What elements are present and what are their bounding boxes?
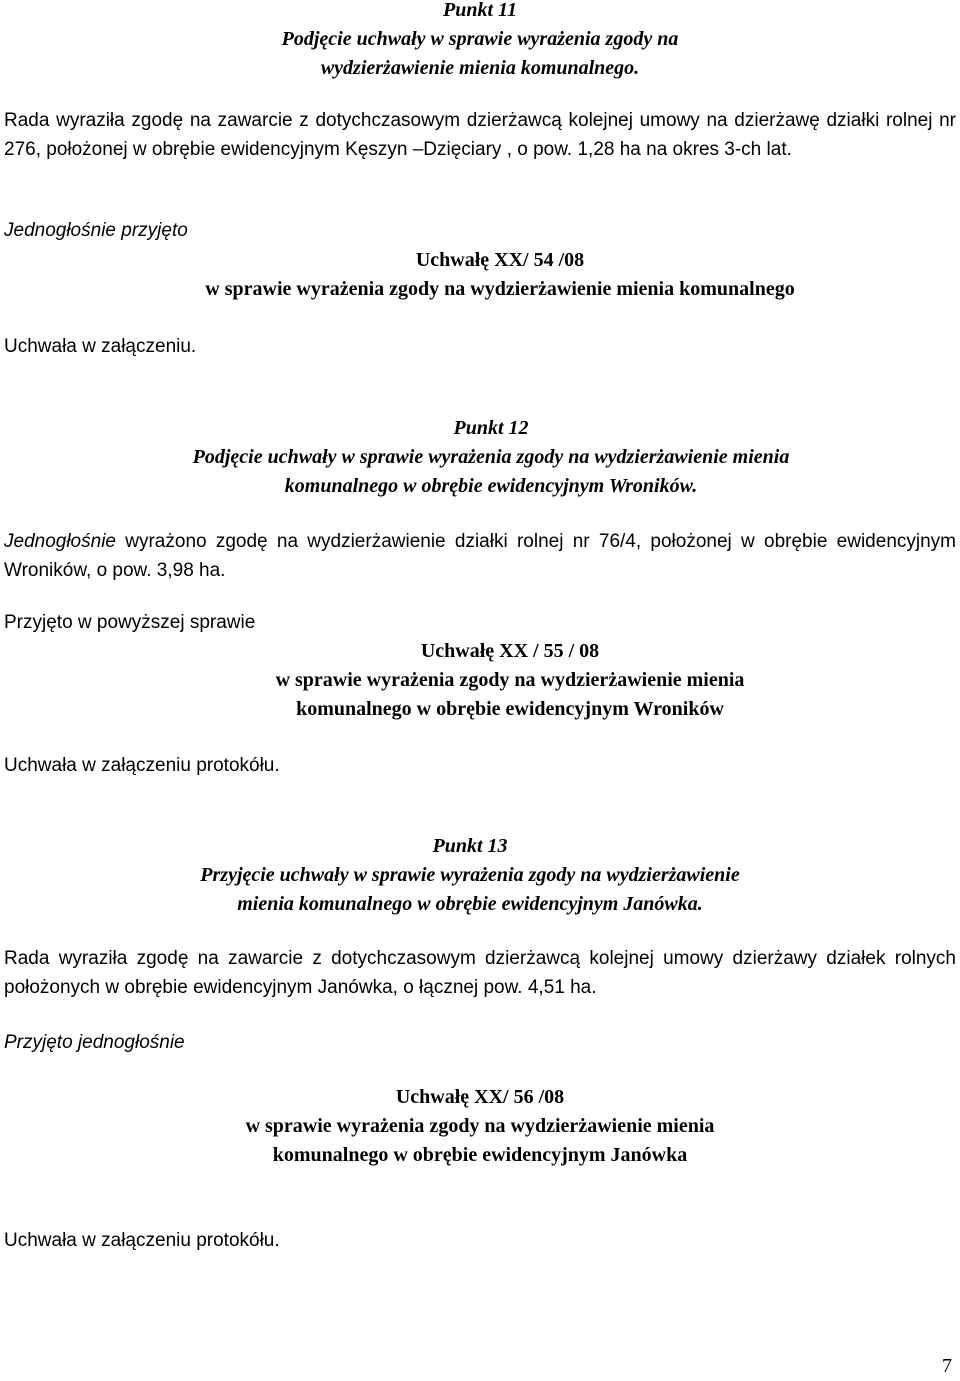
resolution-55-subject-line1: w sprawie wyrażenia zgody na wydzierżawienie mienia: [275, 669, 745, 691]
punkt-12-heading: [0, 414, 960, 501]
punkt-13-body: Rada wyraziła zgodę na zawarcie z dotychczasowym dzierżawcą kolejnej umowy dzierżawy działek rolnych położonych w obrębie ewidencyjnym Janówka, o łącznej pow. 4,51 ha.: [4, 948, 956, 998]
punkt-12-body-lead: Jednogłośnie: [4, 531, 116, 552]
resolution-xx-56-08: [0, 1083, 960, 1170]
page-number: 7: [942, 1355, 952, 1377]
punkt-13-attachment: Uchwała w załączeniu protokółu.: [4, 1230, 280, 1251]
punkt-11-label: Punkt 11: [443, 0, 517, 21]
punkt-12-body: [4, 527, 956, 585]
punkt-11-attachment: Uchwała w załączeniu.: [4, 336, 197, 357]
resolution-54-subject: w sprawie wyrażenia zgody na wydzierżawienie mienia komunalnego: [205, 278, 795, 300]
punkt-13-title-line1: Przyjęcie uchwały w sprawie wyrażenia zgody na wydzierżawienie: [200, 864, 740, 886]
punkt-12-title-line2: komunalnego w obrębie ewidencyjnym Wroników.: [284, 475, 698, 497]
resolution-56-subject-line1: w sprawie wyrażenia zgody na wydzierżawienie mienia: [245, 1115, 715, 1137]
punkt-12-title-line1: Podjęcie uchwały w sprawie wyrażenia zgody na wydzierżawienie mienia: [192, 446, 790, 468]
punkt-12-label: Punkt 12: [453, 417, 529, 439]
punkt-11-title-line2: wydzierżawienie mienia komunalnego.: [320, 57, 640, 79]
resolution-xx-54-08: [60, 246, 940, 304]
punkt-11-body: Rada wyraziła zgodę na zawarcie z dotychczasowym dzierżawcą kolejnej umowy na dzierżawę działki rolnej nr 276, położonej w obrębie ewidencyjnym Kęszyn –Dzięciary , o pow. 1,28 ha na okres 3-ch lat.: [4, 110, 956, 160]
resolution-55-number: Uchwałę XX / 55 / 08: [420, 640, 600, 662]
punkt-13-label: Punkt 13: [432, 835, 508, 857]
resolution-55-subject-line2: komunalnego w obrębie ewidencyjnym Wroników: [296, 698, 724, 720]
punkt-11-vote: Jednogłośnie przyjęto: [4, 220, 188, 241]
resolution-56-subject-line2: komunalnego w obrębie ewidencyjnym Janówka: [272, 1144, 688, 1166]
resolution-54-number: Uchwałę XX/ 54 /08: [415, 249, 585, 271]
punkt-12-body-text: wyrażono zgodę na wydzierżawienie działki rolnej nr 76/4, położonej w obrębie ewidencyjnym Wroników, o pow. 3,98 ha.: [4, 531, 956, 581]
punkt-13-heading: [0, 832, 940, 919]
punkt-12-attachment: Uchwała w załączeniu protokółu.: [4, 755, 280, 776]
punkt-12-vote: Przyjęto w powyższej sprawie: [4, 612, 256, 633]
resolution-xx-55-08: [50, 637, 960, 724]
punkt-13-vote: Przyjęto jednogłośnie: [4, 1032, 185, 1053]
punkt-13-title-line2: mienia komunalnego w obrębie ewidencyjnym Janówka.: [237, 893, 703, 915]
resolution-56-number: Uchwałę XX/ 56 /08: [395, 1086, 565, 1108]
punkt-11-title-line1: Podjęcie uchwały w sprawie wyrażenia zgody na: [281, 28, 679, 50]
punkt-11-heading: [4, 0, 956, 83]
